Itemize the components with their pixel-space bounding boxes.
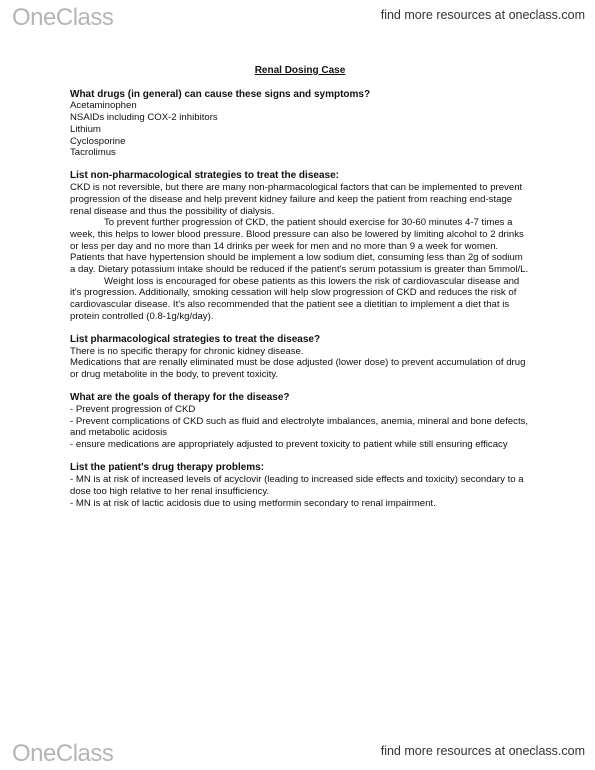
paragraph: There is no specific therapy for chronic kidney disease.: [70, 345, 304, 357]
paragraph: To prevent further progression of CKD, the patient should exercise for 30-60 minutes 4-7 times a week, this helps to lower blood pressure. Blood pressure can also be lowered by limiting alcohol to 2 drinks or less per day and no more than 14 drinks per week for men and no more than 9 a week for women. Patients that have hypertension should be implement a low sodium diet, consuming less than 2g of sodium a day. Dietary potassium intake should be reduced if the patient's serum potassium is greater than 5mmol/L.: [70, 217, 529, 276]
paragraph: Medications that are renally eliminated must be dose adjusted (lower dose) to prevent accumulation of drug or drug metabolite in the body, to prevent toxicity.: [70, 357, 526, 381]
question-goals: What are the goals of therapy for the disease?: [70, 392, 290, 404]
goal-item: - Prevent progression of CKD: [70, 404, 196, 416]
oneclass-logo[interactable]: OneClass: [12, 740, 114, 767]
oneclass-logo[interactable]: OneClass: [12, 4, 114, 31]
drug-item: Tacrolimus: [70, 147, 116, 159]
header-tagline[interactable]: find more resources at oneclass.com: [380, 8, 585, 22]
drug-item: Cyclosporine: [70, 135, 126, 147]
question-drugs: What drugs (in general) can cause these signs and symptoms?: [70, 88, 371, 100]
drug-item: NSAIDs including COX-2 inhibitors: [70, 112, 218, 124]
document-title: Renal Dosing Case: [254, 65, 346, 76]
question-nonpharm: List non-pharmacological strategies to treat the disease:: [70, 170, 339, 182]
drug-item: Acetaminophen: [70, 100, 137, 112]
goal-item: - Prevent complications of CKD such as fluid and electrolyte imbalances, anemia, mineral and bone defects, and metabolic acidosis: [70, 415, 529, 439]
footer-tagline[interactable]: find more resources at oneclass.com: [380, 744, 585, 758]
paragraph: CKD is not reversible, but there are many non-pharmacological factors that can be implemented to prevent progression of the disease and help prevent kidney failure and keep the patient from reaching end-stage renal disease and thus the possibility of dialysis.: [70, 182, 523, 217]
document-body: [70, 65, 530, 509]
page-footer: [0, 736, 595, 770]
problem-item: - MN is at risk of increased levels of acyclovir (leading to increased side effects and toxicity) secondary to a dose too high relative to her renal insufficiency.: [70, 474, 524, 497]
drug-item: Lithium: [70, 123, 101, 135]
page-header: [0, 0, 595, 34]
goal-item: - ensure medications are appropriately adjusted to prevent toxicity to patient while still ensuring efficacy: [70, 439, 508, 451]
question-pharm: List pharmacological strategies to treat the disease?: [70, 334, 321, 346]
problem-item: - MN is at risk of lactic acidosis due to using metformin secondary to renal impairment.: [70, 497, 436, 509]
question-dtp: List the patient's drug therapy problems:: [70, 462, 265, 474]
paragraph: Weight loss is encouraged for obese patients as this lowers the risk of cardiovascular disease and it's progression. Additionally, smoking cessation will help slow progression of CKD and reduces the risk of cardiovascular disease. It's also recommended that the patient see a dietitian to implement a diet that is protein controlled (0.8-1g/kg/day).: [70, 275, 520, 322]
